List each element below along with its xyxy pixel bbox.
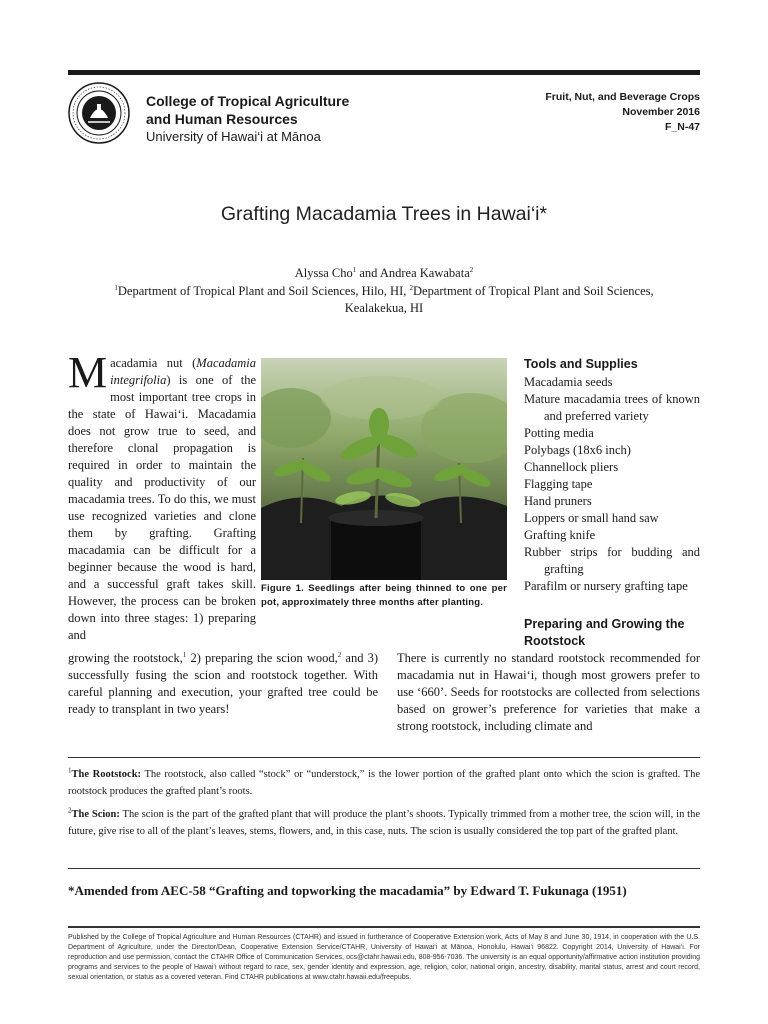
- intro-text-3: growing the rootstock,: [68, 651, 183, 665]
- tool-item: Grafting knife: [524, 528, 596, 542]
- affil-1-sup: 1: [114, 283, 118, 292]
- tool-item: Parafilm or nursery grafting tape: [524, 579, 688, 593]
- rootstock-heading: Preparing and Growing the Rootstock: [524, 617, 685, 648]
- tool-item: Channellock pliers: [524, 460, 619, 474]
- footnote-scion: [68, 807, 700, 840]
- footnote-2-term: The Scion:: [71, 809, 120, 820]
- college-name: [146, 92, 349, 146]
- college-line-2: and Human Resources: [146, 111, 298, 127]
- series-info: [545, 90, 700, 135]
- tool-item: Mature macadamia trees of known and preferred variety: [524, 392, 700, 423]
- seedlings-photo: [261, 358, 507, 580]
- publisher-note: Published by the College of Tropical Agriculture and Human Resources (CTAHR) and issued in furtherance of Cooperative Extension work, Acts of May 8 and June 30, 1914, in cooperation with the U.S. Department of Agriculture, under the Director/Dean, Cooperative Extension Service/CTAHR, University of Hawai‘i at Mānoa, Honolulu, Hawai‘i 96822. Copyright 2014, University of Hawai‘i. For reproduction and use permission, contact the CTAHR Office of Communication Services, ocs@ctahr.hawaii.edu, 808-956-7036. The university is an equal opportunity/affirmative action institution providing programs and services to the people of Hawai‘i without regard to race, sex, gender identity and expression, age, religion, color, national origin, ancestry, disability, marital status, arrest and court record, sexual orientation, or status as a covered veteran. Find CTAHR publications at www.ctahr.hawaii.edu/freepubs.: [68, 934, 700, 981]
- author-1-sup: 1: [352, 265, 357, 274]
- footnote-1-text: The rootstock, also called “stock” or “understock,” is the lower portion of the grafted plant onto which the scion is grafted. The rootstock produces the grafted plant’s roots.: [68, 769, 700, 797]
- tool-item: Flagging tape: [524, 477, 593, 491]
- university-seal-icon: [68, 82, 130, 144]
- tools-section: [524, 356, 700, 595]
- footnote-2-text: The scion is the part of the grafted plant that will produce the plant’s shoots. Typically trimmed from a mother tree, the scion will, in the future, give rise to all of the plant’s leaves, stems, flowers, and, in this case, nuts. The scion is usually considered the top part of the grafted plant.: [68, 809, 701, 837]
- authors: [0, 265, 768, 282]
- affil-1: Department of Tropical Plant and Soil Sciences, Hilo, HI,: [117, 284, 410, 298]
- header-rule: [68, 70, 700, 75]
- figure-caption: Figure 1. Seedlings after being thinned to one per pot, approximately three months after planting.: [261, 583, 507, 608]
- author-2-sup: 2: [469, 265, 474, 274]
- intro-text-2: ) is one of the most important tree crops in the state of Hawai‘i. Macadamia does not grow true to seed, and therefore clonal propagation is required in order to maintain the quality and productivity of our macadamia trees. To do this, we must use recognized varieties and clone them by grafting. Grafting macadamia can be difficult for a beginner because the wood is hard, and a successful graft takes skill. However, the process can be broken down into three stages: 1) preparing and: [68, 373, 256, 642]
- author-2: and Andrea Kawabata: [356, 266, 470, 280]
- footnote-1-sup: 1: [68, 766, 72, 775]
- footnote-ref-2: 2: [337, 650, 342, 659]
- affil-2-sup: 2: [409, 283, 414, 292]
- footnote-2-sup: 2: [68, 806, 72, 815]
- amended-note: *Amended from AEC-58 “Grafting and topworking the macadamia” by Edward T. Fukunaga (1951): [68, 883, 627, 898]
- species-name: Macadamia integrifolia: [110, 356, 256, 387]
- rootstock-paragraph: There is currently no standard rootstock recommended for macadamia nut in Hawai‘i, though most growers prefer to use ‘660’. Seeds for rootstocks are collected from selections based on grower’s preference for varieties that make a strong rootstock, including climate and: [397, 651, 700, 733]
- intro-text-4: 2) preparing the scion wood,: [186, 651, 338, 665]
- intro-text-5: and 3) successfully fusing the scion and rootstock together. With careful planning and execution, your grafted tree could be ready to transplant in two years!: [68, 651, 378, 716]
- tools-list: [524, 374, 700, 595]
- footnote-rule-2: [68, 868, 700, 869]
- bottom-rule: [68, 926, 700, 928]
- page-title: Grafting Macadamia Trees in Hawai‘i*: [220, 203, 548, 225]
- footnote-rootstock: [68, 767, 700, 800]
- publication-code: F_N-47: [664, 121, 700, 133]
- tools-heading: Tools and Supplies: [524, 357, 638, 371]
- affil-2: Department of Tropical Plant and Soil Sciences, Kealakekua, HI: [344, 284, 654, 315]
- university-name: University of Hawai‘i at Mānoa: [146, 129, 321, 144]
- tool-item: Loppers or small hand saw: [524, 511, 659, 525]
- tool-item: Hand pruners: [524, 494, 592, 508]
- intro-paragraph: [68, 348, 256, 644]
- tool-item: Rubber strips for budding and grafting: [524, 545, 700, 576]
- tool-item: Potting media: [524, 426, 594, 440]
- author-1: Alyssa Cho: [294, 266, 353, 280]
- drop-cap: M: [68, 348, 108, 397]
- publication-date: November 2016: [622, 106, 700, 118]
- series-name: Fruit, Nut, and Beverage Crops: [545, 91, 700, 103]
- footnote-1-term: The Rootstock:: [71, 769, 142, 780]
- affiliations: [84, 283, 684, 317]
- footnote-rule: [68, 757, 700, 758]
- tool-item: Macadamia seeds: [524, 375, 613, 389]
- intro-paragraph-continued: [68, 650, 378, 718]
- footnote-ref-1: 1: [182, 650, 187, 659]
- tool-item: Polybags (18x6 inch): [524, 443, 631, 457]
- intro-text-1: acadamia nut (: [110, 356, 197, 370]
- college-line-1: College of Tropical Agriculture: [146, 93, 350, 109]
